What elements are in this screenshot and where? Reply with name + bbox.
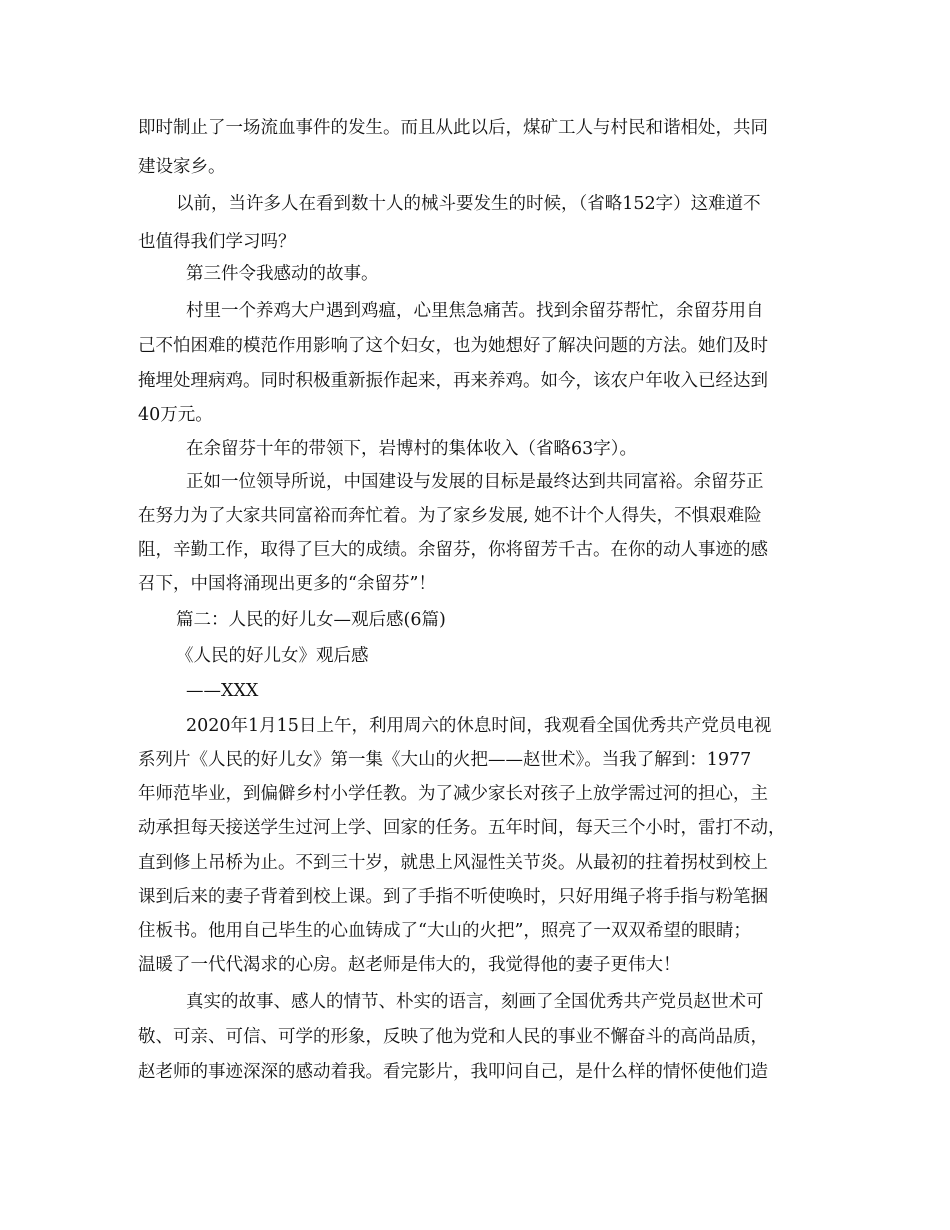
body-text-line: 村里一个养鸡大户遇到鸡瘟，心里焦急痛苦。找到余留芬帮忙，余留芬用自	[186, 301, 764, 321]
section-subheading: 第三件令我感动的故事。	[186, 264, 379, 284]
body-text-line: 以前，当许多人在看到数十人的械斗要发生的时候，（省略152字）这难道不	[176, 194, 761, 214]
body-text-line: 在余留芬十年的带领下，岩博村的集体收入（省略63字）。	[186, 439, 638, 459]
body-text-line: 阻，辛勤工作，取得了巨大的成绩。余留芬，你将留芳千古。在你的动人事迹的感	[138, 540, 768, 560]
body-text-line: 赵老师的事迹深深的感动着我。看完影片，我叩问自己，是什么样的情怀使他们造	[138, 1062, 768, 1082]
article-heading: 篇二：人民的好儿女—观后感(6篇)	[176, 610, 446, 630]
body-text-line: 敬、可亲、可信、可学的形象，反映了他为党和人民的事业不懈奋斗的高尚品质，	[138, 1027, 768, 1047]
article-title: 《人民的好儿女》观后感	[176, 646, 369, 666]
body-text-line: 掩埋处理病鸡。同时积极重新振作起来，再来养鸡。如今，该农户年收入已经达到	[138, 371, 768, 391]
body-text-line: 2020年1月15日上午，利用周六的休息时间，我观看全国优秀共产党员电视	[186, 716, 772, 736]
body-text-line: 动承担每天接送学生过河上学、回家的任务。五年时间，每天三个小时，雷打不动，	[138, 818, 786, 838]
body-text-line: 即时制止了一场流血事件的发生。而且从此以后，煤矿工人与村民和谐相处，共同	[138, 118, 768, 138]
body-text-line: 也值得我们学习吗？	[138, 232, 296, 252]
author-line: ——XXX	[186, 681, 259, 701]
body-text-line: 真实的故事、感人的情节、朴实的语言，刻画了全国优秀共产党员赵世术可	[186, 992, 764, 1012]
body-text-line: 召下，中国将涌现出更多的“余留芬”！	[138, 574, 436, 594]
body-text-line: 住板书。他用自己毕生的心血铸成了“大山的火把”，照亮了一双双希望的眼睛；	[138, 921, 751, 941]
body-text-line: 正如一位领导所说，中国建设与发展的目标是最终达到共同富裕。余留芬正	[186, 472, 764, 492]
body-text-line: 温暖了一代代渴求的心房。赵老师是伟大的，我觉得他的妻子更伟大！	[138, 955, 681, 975]
body-text-line: 在努力为了大家共同富裕而奔忙着。为了家乡发展, 她不计个人得失，不惧艰难险	[138, 506, 762, 526]
body-text-line: 40万元。	[138, 405, 213, 425]
body-text-line: 课到后来的妻子背着到校上课。到了手指不听使唤时，只好用绳子将手指与粉笔捆	[138, 887, 768, 907]
body-text-line: 系列片《人民的好儿女》第一集《大山的火把——赵世术》。当我了解到：1977	[138, 750, 752, 770]
body-text-line: 年师范毕业，到偏僻乡村小学任教。为了减少家长对孩子上放学需过河的担心，主	[138, 784, 768, 804]
body-text-line: 直到修上吊桥为止。不到三十岁，就患上风湿性关节炎。从最初的拄着拐杖到校上	[138, 853, 768, 873]
body-text-line: 己不怕困难的模范作用影响了这个妇女，也为她想好了解决问题的方法。她们及时	[138, 336, 768, 356]
body-text-line: 建设家乡。	[138, 157, 226, 177]
